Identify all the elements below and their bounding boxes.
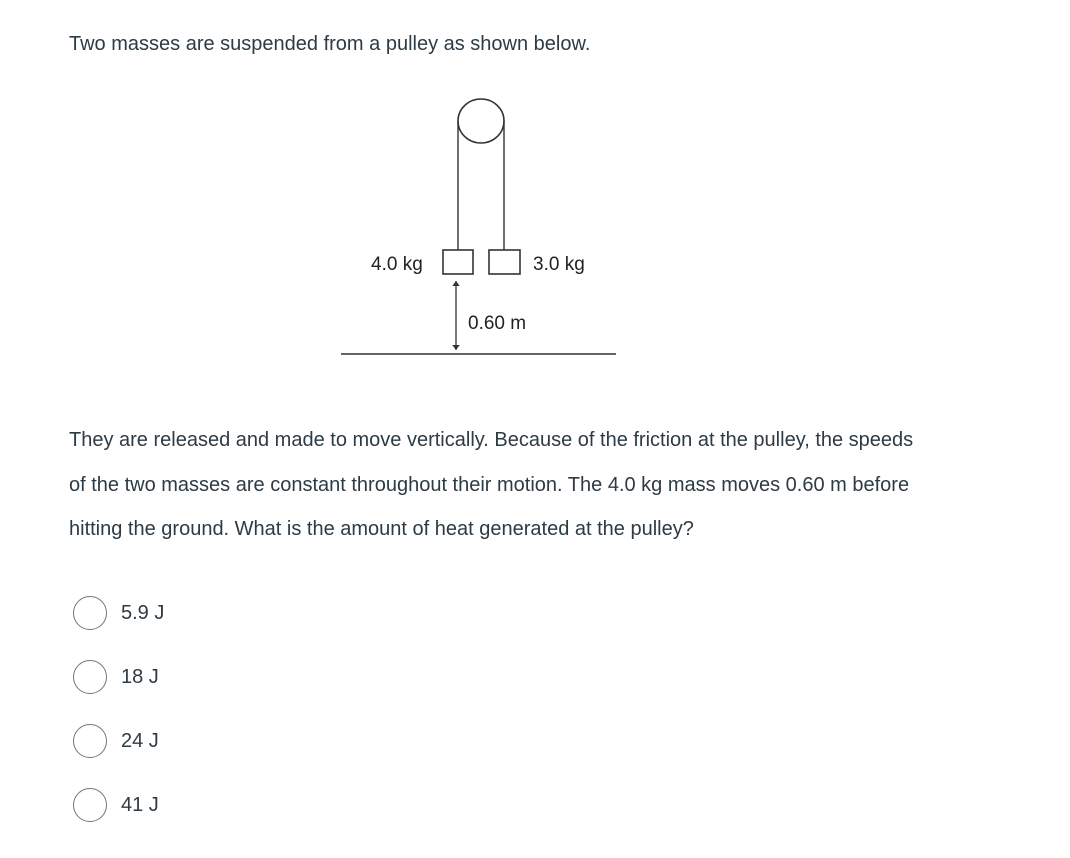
answer-option[interactable] <box>73 594 164 632</box>
pulley-diagram-svg <box>335 88 625 363</box>
answer-option[interactable] <box>73 658 164 696</box>
height-label: 0.60 m <box>468 313 527 334</box>
pulley-diagram <box>335 88 625 363</box>
radio-button[interactable] <box>73 596 107 630</box>
radio-button[interactable] <box>73 788 107 822</box>
answer-choices <box>73 594 164 850</box>
question-line: of the two masses are constant throughout their motion. The 4.0 kg mass moves 0.60 m before <box>69 473 910 496</box>
left-mass-box <box>443 250 473 274</box>
right-mass-box <box>489 250 520 274</box>
answer-label[interactable]: 41 J <box>121 793 159 816</box>
answer-label[interactable]: 18 J <box>121 665 159 688</box>
answer-label[interactable]: 24 J <box>121 729 159 752</box>
question-text <box>69 418 1029 552</box>
answer-option[interactable] <box>73 722 164 760</box>
pulley-wheel <box>458 99 504 143</box>
answer-label[interactable]: 5.9 J <box>121 601 165 624</box>
radio-button[interactable] <box>73 660 107 694</box>
question-line: hitting the ground. What is the amount of heat generated at the pulley? <box>69 518 694 540</box>
answer-option[interactable] <box>73 786 164 824</box>
left-mass-label: 4.0 kg <box>371 254 423 275</box>
right-mass-label: 3.0 kg <box>533 254 585 275</box>
radio-button[interactable] <box>73 724 107 758</box>
question-intro: Two masses are suspended from a pulley as shown below. <box>69 33 591 55</box>
question-line: They are released and made to move vertically. Because of the friction at the pulley, the speeds <box>69 429 914 451</box>
